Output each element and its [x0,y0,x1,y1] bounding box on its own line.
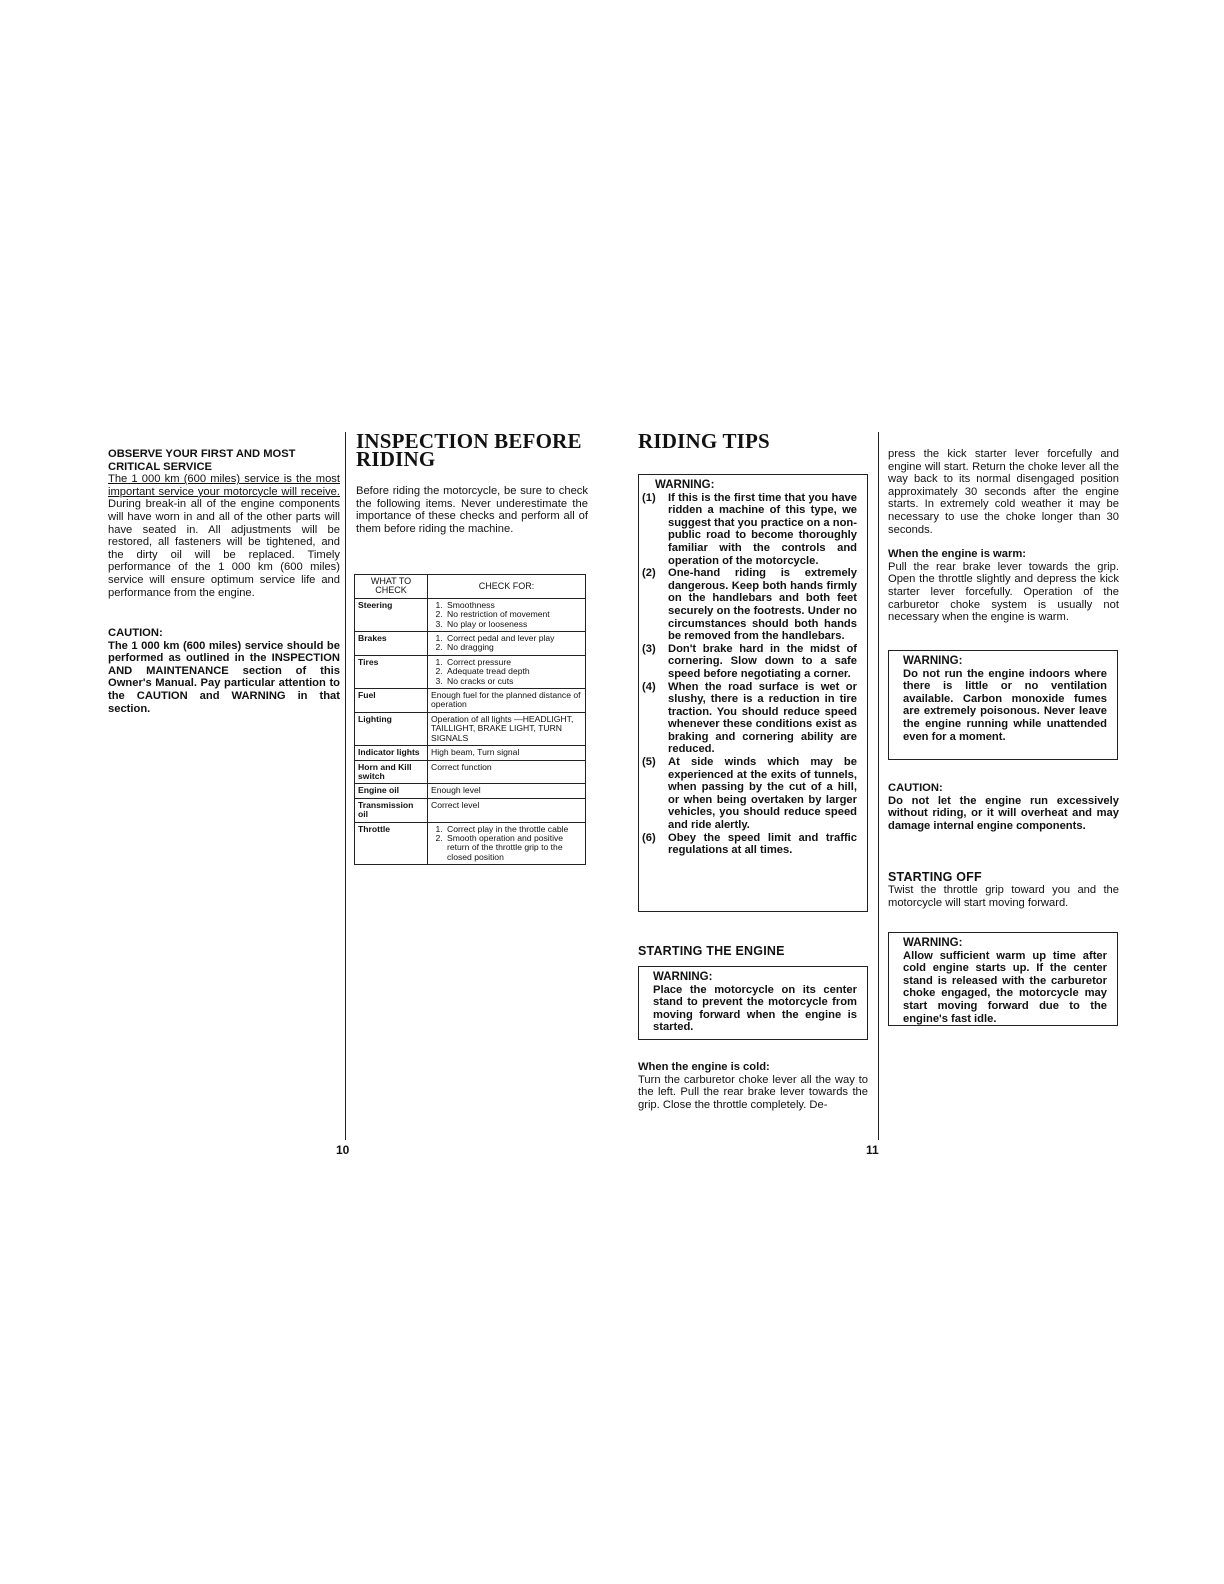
check-item: 2. Smooth operation and positive return of the throttle grip to the closed position [445,834,582,862]
engine-cold-title: When the engine is cold: [638,1061,770,1073]
column-divider-left [345,432,346,1140]
table-cell-checks [428,822,586,865]
col4-continued-text: press the kick starter lever forcefully and engine will start. Return the choke lever all the way back to its normal disengaged position approximately 30 seconds after the engine starts. In extremely cold weather it may be necessary to use the choke longer than 30 seconds. [888,448,1119,536]
caution-section-right [888,782,1119,832]
table-header-checkfor: CHECK FOR: [428,575,586,599]
table-cell-checks [428,798,586,822]
engine-cold-text: Turn the carburetor choke lever all the way to the left. Pull the rear brake lever towards the grip. Close the throttle completely. De- [638,1073,868,1111]
starting-engine-warning-title: WARNING: [653,971,713,983]
table-row [355,712,586,745]
table-cell-checks [428,784,586,798]
table-row [355,632,586,656]
table-row [355,798,586,822]
inspection-heading-line1: INSPECTION BEFORE [356,429,582,453]
table-cell-item: Horn and Kill switch [355,760,428,784]
list-item-text: At side winds which may be experienced at the exits of tunnels, when passing by the cut of a hill, or when being overtaken by larger vehicles, you should reduce speed and ride alertly. [668,756,857,832]
check-item: 2. Adequate tread depth [445,667,582,676]
table-cell-checks [428,632,586,656]
observe-body-rest: During break-in all of the engine components will have worn in and all of the other parts will have seated in. All adjustments will be restored, all fasteners will be tightened, and the dirty oil will be replaced. Timely performance of the 1 000 km (600 miles) service will ensure optimum service life and performance from the engine. [108,498,340,599]
engine-warm-title: When the engine is warm: [888,548,1026,561]
list-item-text: If this is the first time that you have ridden a machine of this type, we suggest that you practice on a non-public road to become thoroughly familiar with the controls and operation of the motorcycle. [668,491,857,567]
list-item [642,832,857,857]
table-cell-item: Lighting [355,712,428,745]
indoor-warning-title: WARNING: [903,655,963,667]
engine-warm-text: Pull the rear brake lever towards the grip. Open the throttle slightly and depress the kick starter lever forcefully. Operation of the carburetor choke system is usually not necessary when the engine is warm. [888,560,1119,624]
list-item [642,643,857,681]
list-item-number: (2) [642,567,656,580]
observe-body [108,473,340,599]
table-cell-item: Transmission oil [355,798,428,822]
riding-tips-warning-title: WARNING: [655,479,715,491]
check-item: Enough level [431,785,481,796]
list-item [642,681,857,757]
warmup-warning-box [888,932,1118,1026]
page-number-right: 11 [866,1143,879,1157]
table-cell-checks [428,598,586,631]
observe-section [108,448,340,599]
inspection-heading-line2: RIDING [356,447,436,471]
check-item: 2. No restriction of movement [445,610,582,619]
caution-title: CAUTION: [108,627,163,639]
riding-tips-section [638,429,868,453]
observe-body-underlined: The 1 000 km (600 miles) service is the most important service your motorcycle will receive. [108,473,340,498]
check-item: 1. Correct pedal and lever play [445,634,582,643]
indoor-warning-text: Do not run the engine indoors where there is little or no ventilation available. Carbon monoxide fumes are extremely poisonous. Never leave the engine running while unattended even for a moment. [903,667,1107,743]
caution-right-title: CAUTION: [888,782,943,794]
list-item-number: (1) [642,491,656,504]
check-item: High beam, Turn signal [431,747,520,758]
col4-continued [888,448,1119,624]
observe-heading: OBSERVE YOUR FIRST AND MOST CRITICAL SERVICE [108,448,296,473]
table-row [355,760,586,784]
indoor-warning-box [888,650,1118,760]
starting-engine-heading: STARTING THE ENGINE [638,944,785,958]
check-item: 3. No play or looseness [445,620,582,629]
table-cell-checks [428,689,586,713]
table-row [355,746,586,760]
check-item: Correct level [431,799,480,810]
engine-cold-section [638,1061,868,1111]
caution-text: The 1 000 km (600 miles) service should be performed as outlined in the INSPECTION AND MAINTENANCE section of this Owner's Manual. Pay particular attention to the CAUTION and WARNING in that section. [108,639,340,715]
list-item-number: (5) [642,756,656,769]
inspection-intro: Before riding the motorcycle, be sure to check the following items. Never underestimate the importance of these checks and perform all of them before riding the machine. [356,485,588,535]
table-cell-item: Throttle [355,822,428,865]
caution-right-text: Do not let the engine run excessively without riding, or it will overheat and may damage internal engine components. [888,794,1119,832]
table-cell-item: Tires [355,655,428,688]
starting-off-section [888,870,1119,909]
check-item: 1. Correct pressure [445,658,582,667]
table-cell-item: Indicator lights [355,746,428,760]
starting-engine-warning-box [638,966,868,1040]
list-item-number: (3) [642,642,656,655]
list-item [642,492,857,568]
column-divider-right [878,432,879,1140]
warmup-warning-text: Allow sufficient warm up time after cold engine starts up. If the center stand is released with the carburetor choke engaged, the motorcycle may start moving forward due to the engine's fast idle. [903,949,1107,1025]
table-cell-checks [428,712,586,745]
check-item: Enough fuel for the planned distance of operation [431,690,581,710]
check-item: 3. No cracks or cuts [445,677,582,686]
starting-off-heading: STARTING OFF [888,870,982,884]
list-item-text: Don't brake hard in the midst of cornering. Slow down to a safe speed before negotiating a corner. [668,642,857,680]
list-item [642,756,857,832]
table-cell-checks [428,746,586,760]
table-cell-item: Brakes [355,632,428,656]
list-item-number: (4) [642,680,656,693]
list-item-number: (6) [642,831,656,844]
check-item: 2. No dragging [445,643,582,652]
page-number-left: 10 [336,1143,350,1157]
riding-tips-warning-box [638,474,868,912]
check-item: Correct function [431,761,492,772]
list-item-text: When the road surface is wet or slushy, there is a reduction in tire traction. You should reduce speed whenever these conditions exist as braking and cornering ability are reduced. [668,680,857,756]
table-cell-checks [428,760,586,784]
table-cell-item: Engine oil [355,784,428,798]
riding-tips-heading: RIDING TIPS [638,429,770,453]
table-cell-item: Steering [355,598,428,631]
table-row [355,598,586,631]
inspection-section [356,429,588,535]
list-item-text: Obey the speed limit and traffic regulations at all times. [668,831,857,857]
table-row [355,655,586,688]
starting-engine-warning-text: Place the motorcycle on its center stand to prevent the motorcycle from moving forward when the engine is started. [653,983,857,1034]
check-item: 1. Smoothness [445,601,582,610]
table-header-what: WHAT TO CHECK [355,575,428,599]
table-cell-item: Fuel [355,689,428,713]
riding-tips-list [642,492,857,857]
table-row [355,822,586,865]
table-cell-checks [428,655,586,688]
check-item: 1. Correct play in the throttle cable [445,825,582,834]
list-item-text: One-hand riding is extremely dangerous. Keep both hands firmly on the handlebars and both feet securely on the footrests. Under no circumstances should both hands be removed from the handlebars. [668,567,857,643]
starting-off-text: Twist the throttle grip toward you and the motorcycle will start moving forward. [888,884,1119,909]
inspection-table [354,574,586,865]
check-item: Operation of all lights —HEADLIGHT, TAILLIGHT, BRAKE LIGHT, TURN SIGNALS [431,713,574,743]
table-row [355,784,586,798]
list-item [642,567,857,643]
caution-section-left [108,627,340,715]
warmup-warning-title: WARNING: [903,937,963,949]
table-row [355,689,586,713]
inspection-table-header [355,575,586,599]
